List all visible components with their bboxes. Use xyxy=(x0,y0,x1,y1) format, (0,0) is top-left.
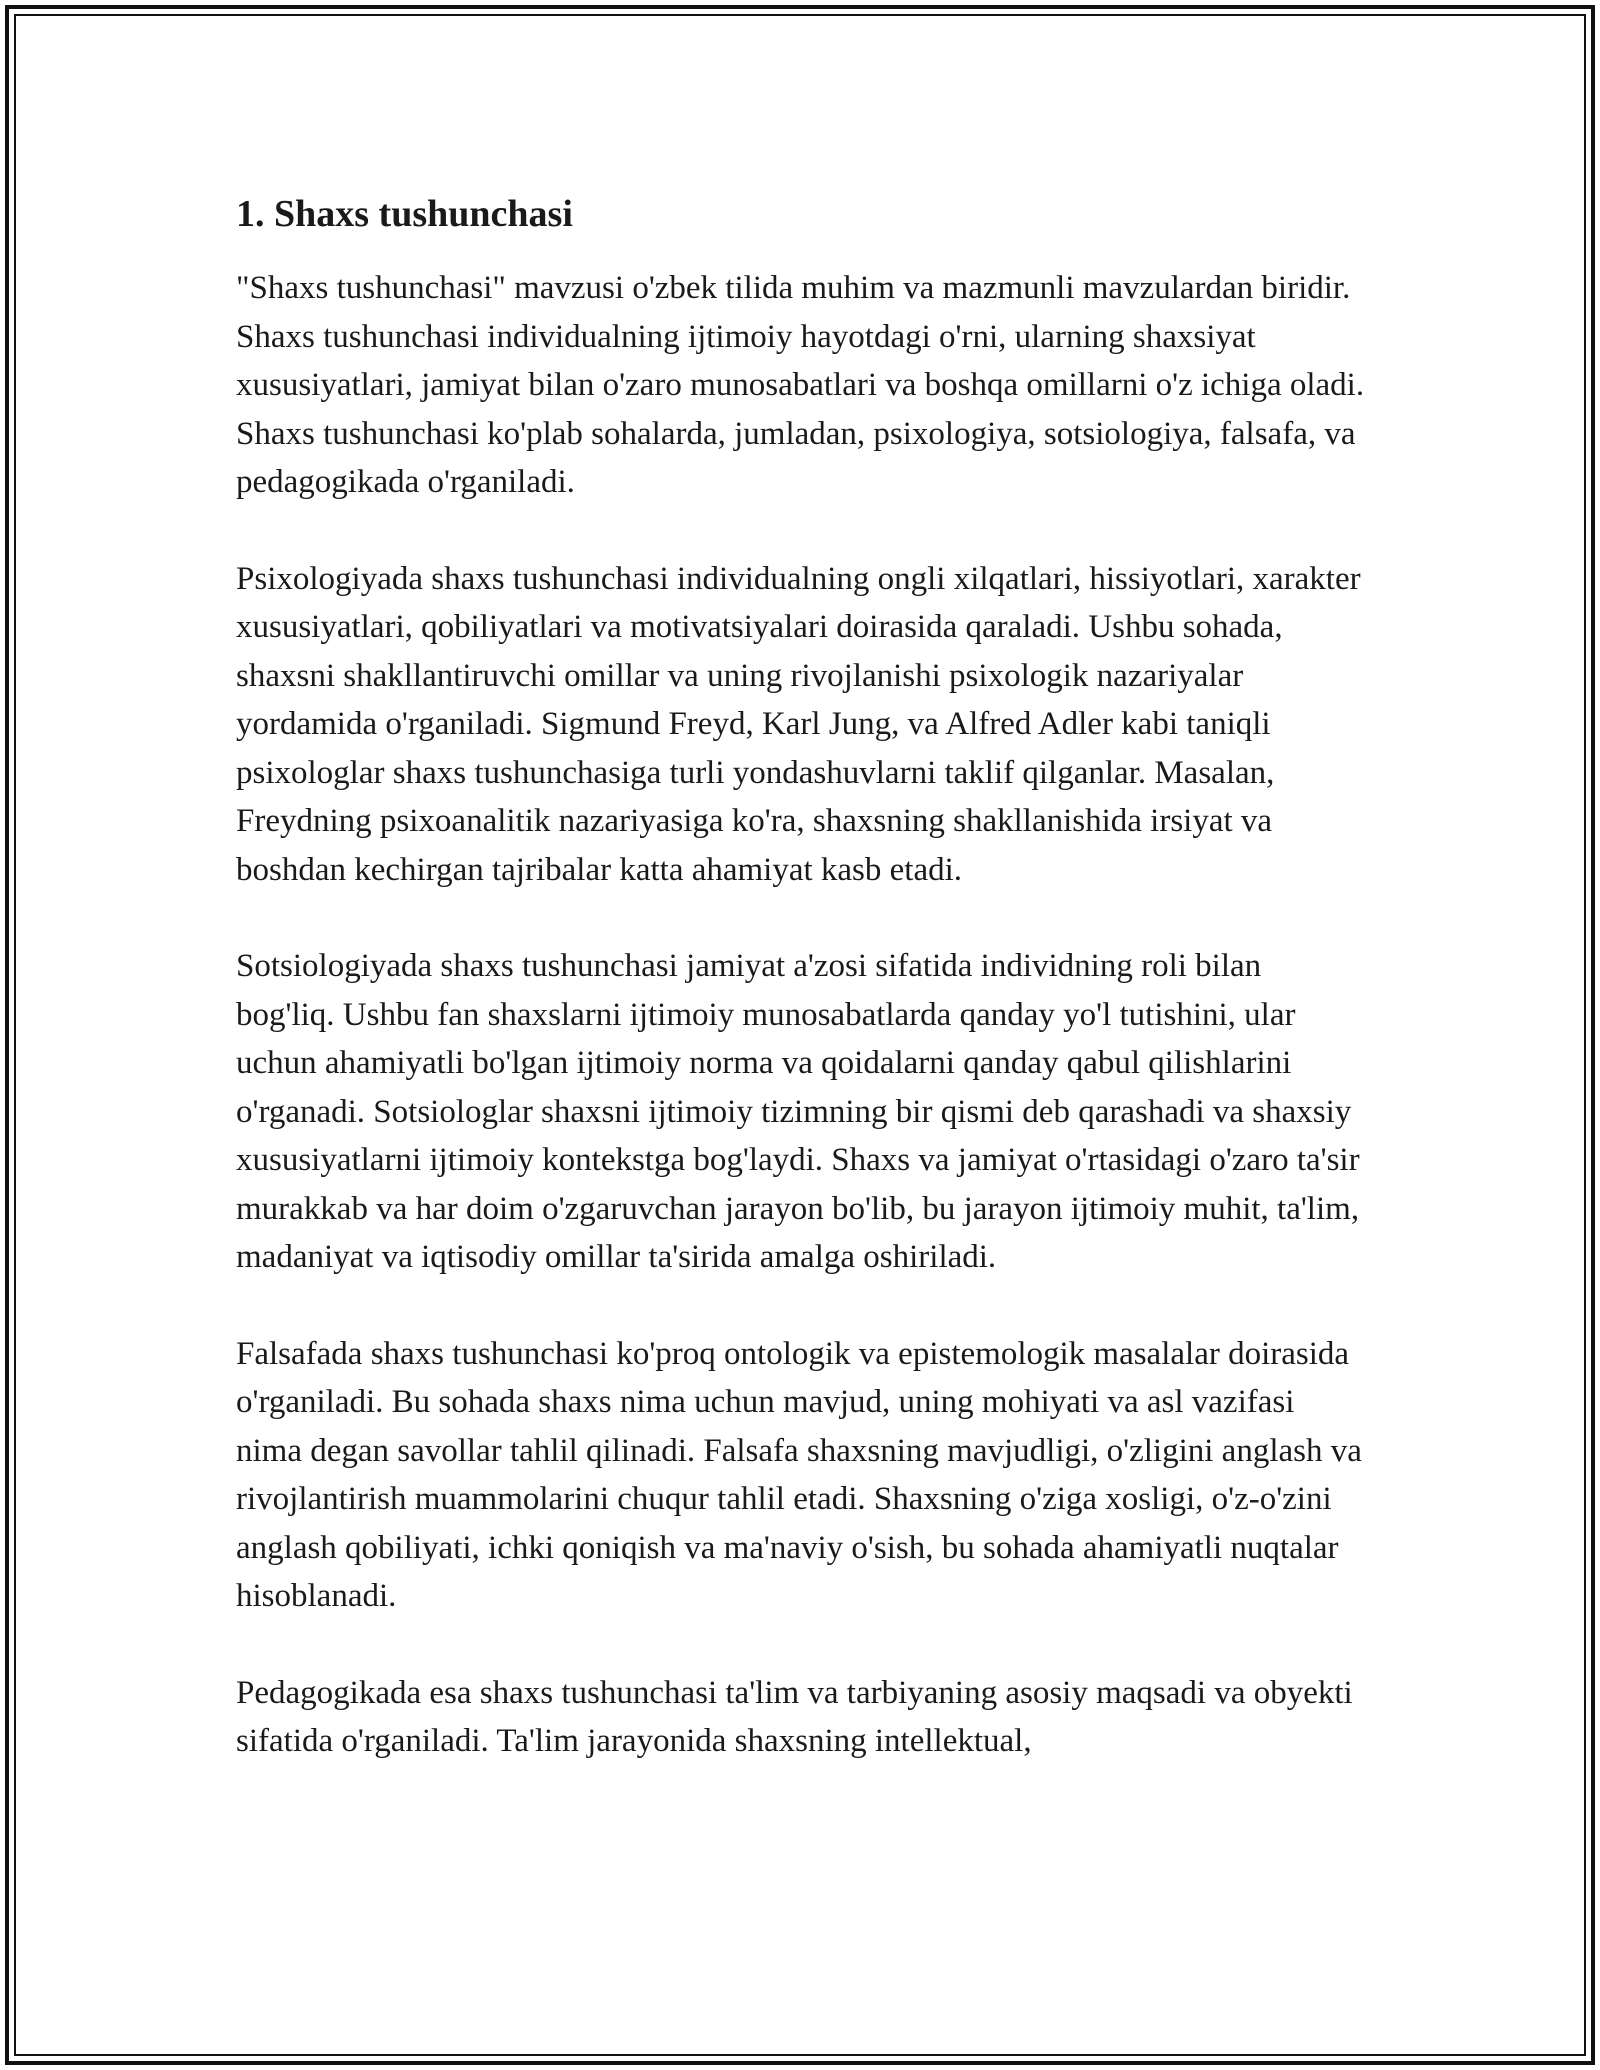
paragraph-pedagogy: Pedagogikada esa shaxs tushunchasi ta'lim va tarbiyaning asosiy maqsadi va obyekti sifatida o'rganiladi. Ta'lim jarayonida shaxsning intellektual, xyxy=(236,1674,1353,1759)
document-content xyxy=(236,186,1366,1814)
paragraph-sociology: Sotsiologiyada shaxs tushunchasi jamiyat a'zosi sifatida individning roli bilan bog'liq. Ushbu fan shaxslarni ijtimoiy munosabatlarda qanday yo'l tutishini, ular uchun ahamiyatli bo'lgan ijtimoiy norma va qoidalarni qanday qabul qilishlarini o'rganadi. Sotsiologlar shaxsni ijtimoiy tizimning bir qismi deb qarashadi va shaxsiy xususiyatlarni ijtimoiy kontekstga bog'laydi. Shaxs va jamiyat o'rtasidagi o'zaro ta'sir murakkab va har doim o'zgaruvchan jarayon bo'lib, bu jarayon ijtimoiy muhit, ta'lim, madaniyat va iqtisodiy omillar ta'sirida amalga oshiriladi. xyxy=(236,948,1360,1275)
paragraph-psychology: Psixologiyada shaxs tushunchasi individualning ongli xilqatlari, hissiyotlari, xarakter xususiyatlari, qobiliyatlari va motivatsiyalari doirasida qaraladi. Ushbu sohada, shaxsni shakllantiruvchi omillar va uning rivojlanishi psixologik nazariyalar yordamida o'rganiladi. Sigmund Freyd, Karl Jung, va Alfred Adler kabi taniqli psixologlar shaxs tushunchasiga turli yondashuvlarni taklif qilganlar. Masalan, Freydning psixoanalitik nazariyasiga ko'ra, shaxsning shakllanishida irsiyat va boshdan kechirgan tajribalar katta ahamiyat kasb etadi. xyxy=(236,560,1361,888)
paragraph-intro: "Shaxs tushunchasi" mavzusi o'zbek tilida muhim va mazmunli mavzulardan biridir. Shaxs tushunchasi individualning ijtimoiy hayotdagi o'rni, ularning shaxsiyat xususiyatlari, jamiyat bilan o'zaro munosabatlari va boshqa omillarni o'z ichiga oladi. Shaxs tushunchasi ko'plab sohalarda, jumladan, psixologiya, sotsiologiya, falsafa, va pedagogikada o'rganiladi. xyxy=(236,270,1365,500)
section-heading: 1. Shaxs tushunchasi xyxy=(236,193,573,235)
paragraph-philosophy: Falsafada shaxs tushunchasi ko'proq ontologik va epistemologik masalalar doirasida o'rganiladi. Bu sohada shaxs nima uchun mavjud, uning mohiyati va asl vazifasi nima degan savollar tahlil qilinadi. Falsafa shaxsning mavjudligi, o'zligini anglash va rivojlantirish muammolarini chuqur tahlil etadi. Shaxsning o'ziga xosligi, o'z-o'zini anglash qobiliyati, ichki qoniqish va ma'naviy o'sish, bu sohada ahamiyatli nuqtalar hisoblanadi. xyxy=(236,1335,1362,1614)
